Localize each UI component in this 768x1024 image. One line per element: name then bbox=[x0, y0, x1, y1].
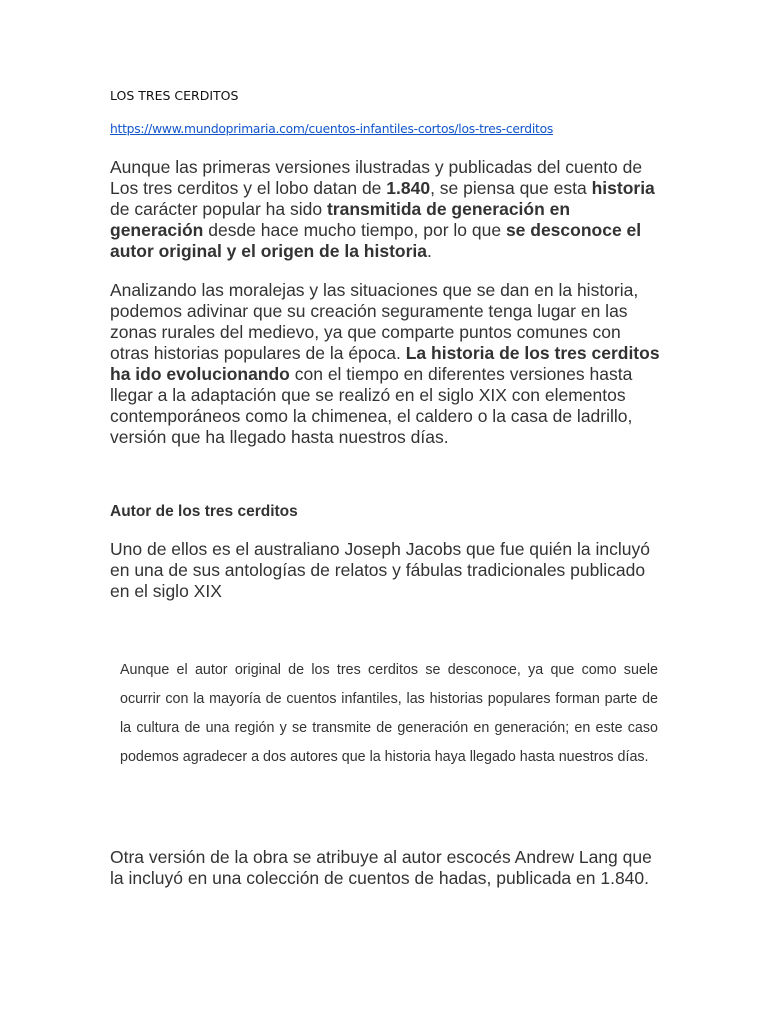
document-title: LOS TRES CERDITOS bbox=[110, 88, 239, 103]
text-run: con el tiempo en diferentes versiones hasta llegar a la adaptación que se realizó en el siglo XIX con elementos contemporáneos como la chimenea, el caldero o la casa de ladrillo, versión que ha llegado hasta nuestros días. bbox=[110, 364, 633, 447]
paragraph-andrew-lang: Otra versión de la obra se atribuye al autor escocés Andrew Lang que la incluyó en una colección de cuentos de hadas, publicada en 1.840. bbox=[110, 847, 652, 888]
paragraph-analysis bbox=[110, 280, 660, 448]
source-link[interactable]: https://www.mundoprimaria.com/cuentos-infantiles-cortos/los-tres-cerditos bbox=[110, 122, 553, 136]
text-run: desde hace mucho tiempo, por lo que bbox=[203, 220, 506, 240]
section-heading-author: Autor de los tres cerditos bbox=[110, 503, 298, 520]
bold-desconoce: se desconoce el autor original y el origen de la historia bbox=[110, 220, 642, 261]
bold-year: 1.840 bbox=[386, 178, 431, 198]
paragraph-joseph-jacobs: Uno de ellos es el australiano Joseph Jacobs que fue quién la incluyó en una de sus antologías de relatos y fábulas tradicionales publicado en el siglo XIX bbox=[110, 539, 650, 601]
text-run: de carácter popular ha sido bbox=[110, 199, 327, 219]
text-run: Analizando las moralejas y las situaciones que se dan en la historia, podemos adivinar que su creación seguramente tenga lugar en las zonas rurales del medievo, ya que comparte puntos comunes con otras historias populares de la época. bbox=[110, 280, 639, 363]
bold-transmitida: transmitida de generación en generación bbox=[110, 199, 571, 240]
quote-block: Aunque el autor original de los tres cerditos se desconoce, ya que como suele ocurrir con la mayoría de cuentos infantiles, las historias populares forman parte de la cultura de una región y se transmite de generación en generación; en este caso podemos agradecer a dos autores que la historia haya llegado hasta nuestros días. bbox=[120, 662, 658, 765]
bold-historia: historia bbox=[591, 178, 655, 198]
bold-evolucionando: La historia de los tres cerditos ha ido evolucionando bbox=[110, 343, 660, 384]
text-run: . bbox=[427, 241, 432, 261]
text-run: Aunque las primeras versiones ilustradas y publicadas del cuento de Los tres cerditos y el lobo datan de bbox=[110, 157, 643, 198]
paragraph-origin bbox=[110, 157, 660, 262]
text-run: , se piensa que esta bbox=[430, 178, 592, 198]
